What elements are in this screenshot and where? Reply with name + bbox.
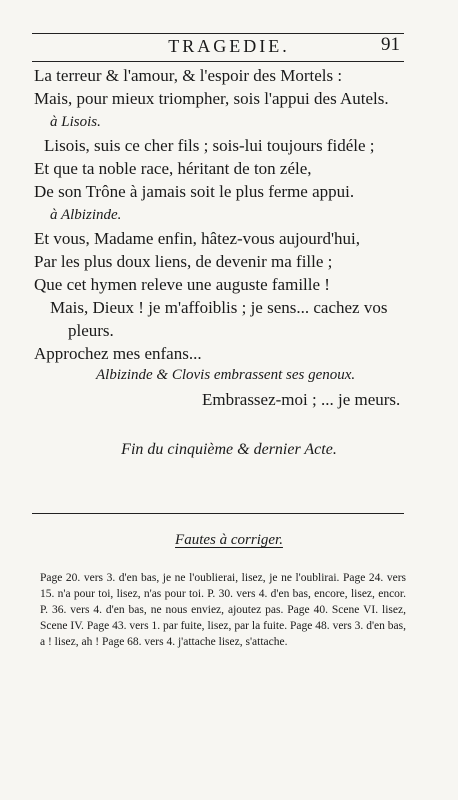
stage-direction: à Lisois. [50,114,101,130]
verse-line: Par les plus doux liens, de devenir ma fille ; [34,252,333,271]
verse-line: Et que ta noble race, héritant de ton zéle, [34,159,312,178]
section-divider [32,513,404,514]
header-rule-bottom [32,61,404,62]
running-title: TRAGEDIE. [168,36,290,56]
errata-text: Page 20. vers 3. d'en bas, je ne l'oublierai, lisez, je ne l'oublirai. Page 24. vers 15. n'a pour toi, lisez, n'as pour toi. P. 30. vers 4. d'en bas, encore, lisez, encor. P. 36. vers 4. d'en bas, ne nous enviez, ajoutez pas. Page 40. Scene VI. lisez, Scene IV. Page 43. vers 1. par fuite, lisez, par la fuite. Page 48. vers 3. d'en bas, a ! lisez, ah ! Page 68. vers 4. j'attache lisez, s'attache. [40,572,406,648]
page-number: 91 [381,34,400,55]
verse-line: pleurs. [68,321,114,340]
stage-direction: à Albizinde. [50,207,122,223]
verse-line: Que cet hymen releve une auguste famille ! [34,275,330,294]
header-rule-top [32,33,404,34]
verse-line: Lisois, suis ce cher fils ; sois-lui toujours fidéle ; [44,136,375,155]
verse-line: De son Trône à jamais soit le plus ferme appui. [34,182,355,201]
end-of-act: Fin du cinquième & dernier Acte. [121,441,337,458]
verse-line: La terreur & l'amour, & l'espoir des Mortels : [34,66,343,85]
verse-line: Et vous, Madame enfin, hâtez-vous aujourd'hui, [34,229,360,248]
verse-line: Mais, pour mieux triompher, sois l'appui des Autels. [34,89,389,108]
stage-direction: Albizinde & Clovis embrassent ses genoux. [96,367,356,383]
verse-line: Mais, Dieux ! je m'affoiblis ; je sens... cachez vos [50,298,388,317]
verse-line: Embrassez-moi ; ... je meurs. [202,390,401,409]
verse-line: Approchez mes enfans... [34,344,202,363]
errata-title: Fautes à corriger. [175,532,283,548]
